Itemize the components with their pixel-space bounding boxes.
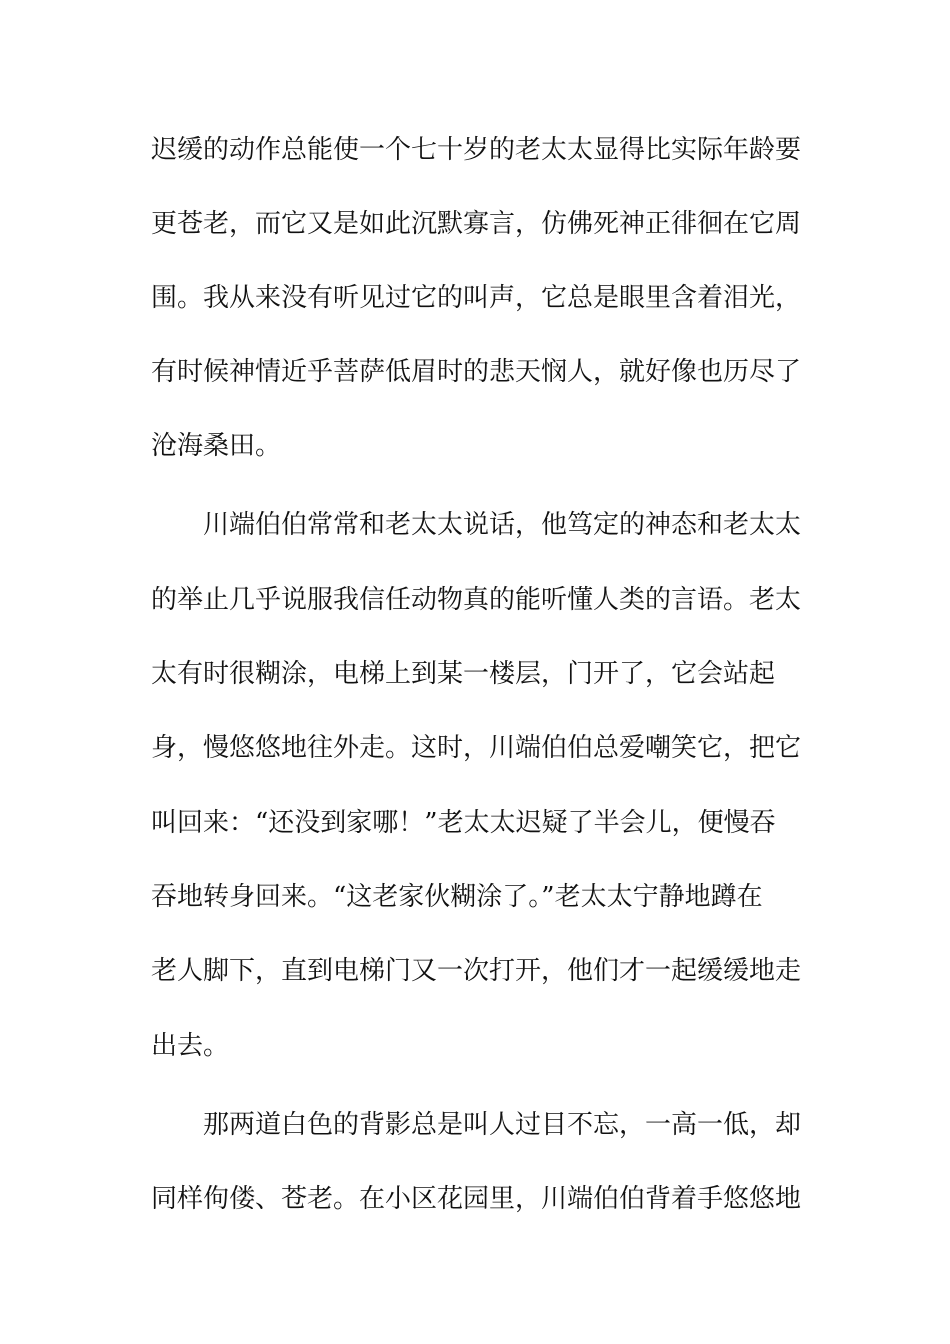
- paragraph-first-line: 川端伯伯常常和老太太说话，他笃定的神态和老太太: [203, 510, 802, 540]
- text-line: 吞地转身回来。“这老家伙糊涂了。”老太太宁静地蹲在: [151, 882, 763, 912]
- paragraph-first-line: 那两道白色的背影总是叫人过目不忘，一高一低，却: [203, 1110, 802, 1140]
- text-line: 身，慢悠悠地往外走。这时，川端伯伯总爱嘲笑它，把它: [151, 733, 802, 763]
- text-line: 沧海桑田。: [151, 431, 282, 461]
- text-line: 叫回来：“还没到家哪！”老太太迟疑了半会儿，便慢吞: [151, 808, 776, 838]
- text-line: 迟缓的动作总能使一个七十岁的老太太显得比实际年龄要: [151, 135, 802, 165]
- text-line: 出去。: [151, 1031, 230, 1061]
- text-line: 的举止几乎说服我信任动物真的能听懂人类的言语。老太: [151, 585, 802, 615]
- text-line: 更苍老，而它又是如此沉默寡言，仿佛死神正徘徊在它周: [151, 209, 802, 239]
- text-line: 有时候神情近乎菩萨低眉时的悲天悯人，就好像也历尽了: [151, 357, 802, 387]
- text-line: 太有时很糊涂，电梯上到某一楼层，门开了，它会站起: [151, 659, 776, 689]
- text-line: 同样佝偻、苍老。在小区花园里，川端伯伯背着手悠悠地: [151, 1184, 802, 1214]
- text-line: 围。我从来没有听见过它的叫声，它总是眼里含着泪光，: [151, 283, 802, 313]
- text-line: 老人脚下，直到电梯门又一次打开，他们才一起缓缓地走: [151, 956, 802, 986]
